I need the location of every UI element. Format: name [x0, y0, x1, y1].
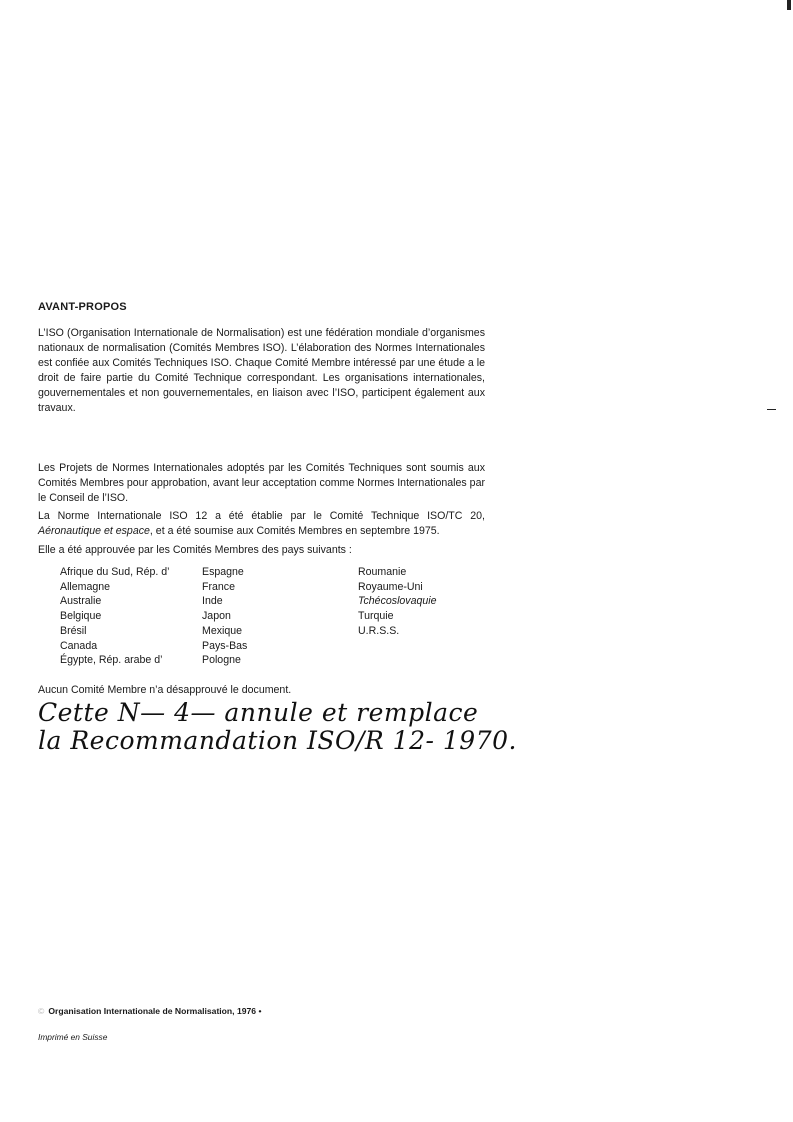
country: Pologne: [202, 654, 241, 667]
paragraph-iso: L’ISO (Organisation Internationale de Normalisation) est une fédération mondiale d’organismes nationaux de normalisation (Comités Membres ISO). L’élaboration des Normes Internationales est confiée aux Comités Techniques ISO. Chaque Comité Membre intéressé par une étude a le droit de faire partie du Comité Technique correspondant. Les organisations internationales, gouvernementales et non gouvernementales, en liaison avec l’ISO, participent également aux travaux.: [38, 327, 485, 414]
copyright-symbol: ©: [38, 1006, 45, 1016]
approval-intro: Elle a été approuvée par les Comités Membres des pays suivants :: [38, 544, 352, 556]
printed-in: Imprimé en Suisse: [38, 1032, 108, 1042]
paragraph-projects: Les Projets de Normes Internationales adoptés par les Comités Techniques sont soumis aux Comités Membres pour approbation, avant leur acceptation comme Normes Internationales par le Conseil de l’ISO.: [38, 462, 485, 504]
country: Japon: [202, 610, 231, 623]
handwritten-note-line-2: la Recommandation ISO/R 12- 1970.: [38, 726, 517, 755]
country: Belgique: [60, 610, 102, 623]
paragraph-standard: [38, 509, 485, 539]
country-column-2: [202, 565, 247, 668]
country: Canada: [60, 639, 98, 652]
country: Brésil: [60, 624, 87, 637]
scan-mark: [767, 409, 776, 410]
country: Allemagne: [60, 580, 111, 593]
copyright-text: Organisation Internationale de Normalisation, 1976 •: [48, 1006, 262, 1016]
country: Mexique: [202, 624, 243, 637]
standard-text: La Norme Internationale ISO 12 a été établie par le Comité Technique ISO/TC 20,: [38, 510, 485, 522]
section-heading: AVANT-PROPOS: [38, 301, 127, 313]
scan-mark: [787, 0, 791, 10]
country: Roumanie: [358, 566, 407, 578]
country: U.R.S.S.: [358, 624, 400, 637]
handwritten-note-line-1: Cette N— 4— annule et remplace: [38, 698, 479, 727]
country: Royaume-Uni: [358, 580, 423, 593]
disapproval-note: Aucun Comité Membre n’a désapprouvé le document.: [38, 684, 292, 696]
committee-name: Aéronautique et espace: [38, 524, 150, 537]
country: Égypte, Rép. arabe d’: [60, 654, 163, 667]
country: Tchécoslovaquie: [358, 595, 437, 608]
country: Espagne: [202, 566, 244, 578]
country-column-1: [60, 565, 170, 668]
copyright-line: [38, 1006, 261, 1016]
country: Inde: [202, 595, 223, 608]
country: Pays-Bas: [202, 639, 248, 652]
country: France: [202, 580, 235, 593]
country-column-3: [358, 565, 437, 639]
country: Australie: [60, 595, 102, 608]
country: Afrique du Sud, Rép. d’: [60, 566, 170, 578]
standard-text-end: , et a été soumise aux Comités Membres en septembre 1975.: [149, 524, 440, 537]
country: Turquie: [358, 610, 394, 623]
